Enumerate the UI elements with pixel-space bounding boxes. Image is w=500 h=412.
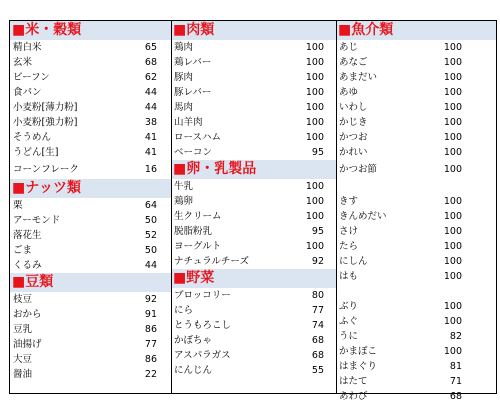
section-header: ■米・穀類 [10, 21, 171, 40]
food-row [10, 55, 171, 70]
food-value: 44 [144, 260, 157, 271]
food-row [171, 179, 336, 194]
food-value: 100 [305, 102, 324, 113]
food-row [10, 307, 171, 322]
food-value: 100 [305, 42, 324, 53]
food-name: かつお節 [339, 164, 378, 175]
food-row [336, 100, 496, 115]
food-row [10, 243, 171, 258]
section-header: ■野菜 [171, 269, 336, 288]
food-name: かつお [339, 132, 368, 143]
food-name: 枝豆 [13, 294, 33, 305]
food-row [336, 344, 496, 359]
food-value: 100 [443, 132, 462, 143]
food-value: 81 [449, 361, 462, 372]
food-row [171, 333, 336, 348]
food-name: はたて [339, 376, 368, 387]
food-row [336, 374, 496, 389]
food-value: 55 [311, 365, 324, 376]
food-value: 41 [144, 132, 157, 143]
food-name: コーンフレーク [13, 164, 79, 175]
food-row [10, 145, 171, 160]
food-row [10, 115, 171, 130]
food-name: アスパラガス [174, 350, 231, 361]
column-divider [171, 21, 172, 393]
food-row [336, 85, 496, 100]
food-name: あゆ [339, 87, 359, 98]
food-value: 16 [144, 164, 157, 175]
food-name: アーモンド [13, 215, 61, 226]
food-name: たら [339, 241, 359, 252]
food-value: 100 [443, 256, 462, 267]
food-name: きんめだい [339, 211, 387, 222]
food-value: 100 [443, 226, 462, 237]
food-row [336, 359, 496, 374]
food-name: ふぐ [339, 316, 359, 327]
food-row [171, 318, 336, 333]
column-1 [10, 21, 171, 393]
food-value: 62 [144, 72, 157, 83]
food-row [10, 40, 171, 55]
food-value: 100 [443, 211, 462, 222]
food-name: 小麦粉[強力粉] [13, 117, 78, 128]
food-row [10, 352, 171, 367]
food-value: 100 [443, 42, 462, 53]
food-value: 100 [443, 87, 462, 98]
food-value: 64 [144, 200, 157, 211]
food-value: 65 [144, 42, 157, 53]
food-row [171, 115, 336, 130]
food-name: 豚レバー [174, 87, 212, 98]
food-name: ブロッコリー [174, 290, 231, 301]
food-row [171, 145, 336, 160]
food-row [336, 269, 496, 284]
food-name: いわし [339, 102, 368, 113]
food-value: 68 [311, 335, 324, 346]
food-name: 栗 [13, 200, 23, 211]
food-value: 74 [311, 320, 324, 331]
food-name: 大豆 [13, 354, 33, 365]
food-name: 脱脂粉乳 [174, 226, 213, 237]
food-name: ベーコン [174, 147, 213, 158]
food-value: 44 [144, 102, 157, 113]
food-value: 68 [144, 57, 157, 68]
food-value: 100 [443, 102, 462, 113]
food-row [10, 160, 171, 179]
column-2 [171, 21, 336, 393]
food-row [171, 288, 336, 303]
food-value: 100 [443, 117, 462, 128]
column-divider [336, 21, 337, 393]
food-row [171, 40, 336, 55]
food-row [336, 239, 496, 254]
food-name: 豆乳 [13, 324, 33, 335]
food-value: 77 [144, 339, 157, 350]
food-name: にしん [339, 256, 368, 267]
food-value: 100 [443, 316, 462, 327]
food-value: 80 [311, 290, 324, 301]
section-header: ■豆類 [10, 273, 171, 292]
food-row [336, 209, 496, 224]
food-row [171, 224, 336, 239]
food-value: 95 [311, 226, 324, 237]
section-header: ■肉類 [171, 21, 336, 40]
food-value: 52 [144, 230, 157, 241]
food-name: 馬肉 [174, 102, 194, 113]
food-value: 100 [443, 147, 462, 158]
food-name: うに [339, 331, 359, 342]
food-name: 油揚げ [13, 339, 42, 350]
food-row [336, 130, 496, 145]
food-value: 77 [311, 305, 324, 316]
food-row [10, 85, 171, 100]
food-name: ぶり [339, 301, 359, 312]
food-name: 鶏卵 [174, 196, 194, 207]
food-row [336, 115, 496, 130]
food-value: 100 [305, 211, 324, 222]
food-value: 91 [144, 309, 157, 320]
food-name: 山羊肉 [174, 117, 203, 128]
food-row [336, 284, 496, 299]
food-row [336, 55, 496, 70]
food-row [336, 40, 496, 55]
food-row [171, 348, 336, 363]
food-name: 醤油 [13, 369, 33, 380]
food-value: 100 [305, 87, 324, 98]
food-name: そうめん [13, 132, 52, 143]
food-name: 鶏肉 [174, 42, 194, 53]
food-name: かじき [339, 117, 368, 128]
food-value: 22 [144, 369, 157, 380]
food-row [171, 239, 336, 254]
food-row [171, 85, 336, 100]
food-row [171, 100, 336, 115]
food-value: 100 [443, 346, 462, 357]
food-row [10, 70, 171, 85]
food-row [336, 160, 496, 179]
food-value: 100 [305, 241, 324, 252]
food-row [10, 337, 171, 352]
food-value: 71 [449, 376, 462, 387]
food-value: 95 [311, 147, 324, 158]
food-value: 50 [144, 245, 157, 256]
food-name: うどん[生] [13, 147, 59, 158]
food-row [171, 254, 336, 269]
section-header: ■魚介類 [336, 21, 496, 40]
food-row [171, 55, 336, 70]
food-name: かれい [339, 147, 368, 158]
food-value: 100 [305, 132, 324, 143]
food-row [10, 228, 171, 243]
food-name: おから [13, 309, 42, 320]
food-value: 41 [144, 147, 157, 158]
food-value: 100 [305, 72, 324, 83]
food-value: 100 [305, 181, 324, 192]
food-name: 小麦粉[薄力粉] [13, 102, 78, 113]
food-value: 68 [311, 350, 324, 361]
food-value: 44 [144, 87, 157, 98]
food-value: 86 [144, 324, 157, 335]
food-row [336, 179, 496, 194]
food-row [336, 70, 496, 85]
food-value: 100 [443, 164, 462, 175]
food-value: 100 [305, 117, 324, 128]
food-row [10, 322, 171, 337]
food-name: ごま [13, 245, 33, 256]
food-row [336, 314, 496, 329]
food-name: にら [174, 305, 194, 316]
food-row [336, 329, 496, 344]
food-value: 100 [443, 241, 462, 252]
food-name: にんじん [174, 365, 213, 376]
food-value: 100 [305, 196, 324, 207]
column-3 [336, 21, 496, 402]
food-name: かまぼこ [339, 346, 378, 357]
food-name: かぼちゃ [174, 335, 213, 346]
food-name: 鶏レバー [174, 57, 212, 68]
food-name: あなご [339, 57, 368, 68]
food-row [10, 198, 171, 213]
food-name: きす [339, 196, 359, 207]
food-row [171, 70, 336, 85]
food-row [10, 292, 171, 307]
food-table [9, 20, 497, 402]
food-row [336, 145, 496, 160]
food-name: 玄米 [13, 57, 33, 68]
food-value: 100 [443, 57, 462, 68]
food-name: はまぐり [339, 361, 378, 372]
food-value: 86 [144, 354, 157, 365]
food-name: ロースハム [174, 132, 222, 143]
food-row [10, 100, 171, 115]
food-value: 50 [144, 215, 157, 226]
food-row [171, 209, 336, 224]
food-row [10, 258, 171, 273]
food-name: あまだい [339, 72, 378, 83]
food-name: 生クリーム [174, 211, 222, 222]
food-name: とうもろこし [174, 320, 232, 331]
food-value: 92 [144, 294, 157, 305]
food-value: 38 [144, 117, 157, 128]
food-row [171, 130, 336, 145]
food-name: 食パン [13, 87, 42, 98]
food-row [10, 213, 171, 228]
food-name: さけ [339, 226, 359, 237]
food-name: はも [339, 271, 359, 282]
food-row [336, 254, 496, 269]
food-value: 100 [305, 57, 324, 68]
food-value: 100 [443, 301, 462, 312]
section-header: ■ナッツ類 [10, 179, 171, 198]
section-header: ■卵・乳製品 [171, 160, 336, 179]
food-name: ヨーグルト [174, 241, 222, 252]
food-value: 100 [443, 196, 462, 207]
food-name: 牛乳 [174, 181, 194, 192]
food-value: 100 [443, 72, 462, 83]
food-row [336, 224, 496, 239]
food-row [171, 303, 336, 318]
food-row [171, 194, 336, 209]
food-value: 92 [311, 256, 324, 267]
food-value: 68 [449, 391, 462, 402]
food-row [336, 389, 496, 404]
food-name: 精白米 [13, 42, 42, 53]
food-name: あじ [339, 42, 359, 53]
food-name: 落花生 [13, 230, 42, 241]
food-name: ビーフン [13, 72, 50, 83]
food-value: 82 [449, 331, 462, 342]
food-name: ナチュラルチーズ [174, 256, 249, 267]
food-row [336, 299, 496, 314]
food-row [10, 367, 171, 382]
food-name: あわび [339, 391, 368, 402]
food-name: くるみ [13, 260, 42, 271]
food-row [171, 363, 336, 378]
food-row [10, 130, 171, 145]
food-row [336, 194, 496, 209]
food-value: 100 [443, 271, 462, 282]
food-name: 豚肉 [174, 72, 194, 83]
